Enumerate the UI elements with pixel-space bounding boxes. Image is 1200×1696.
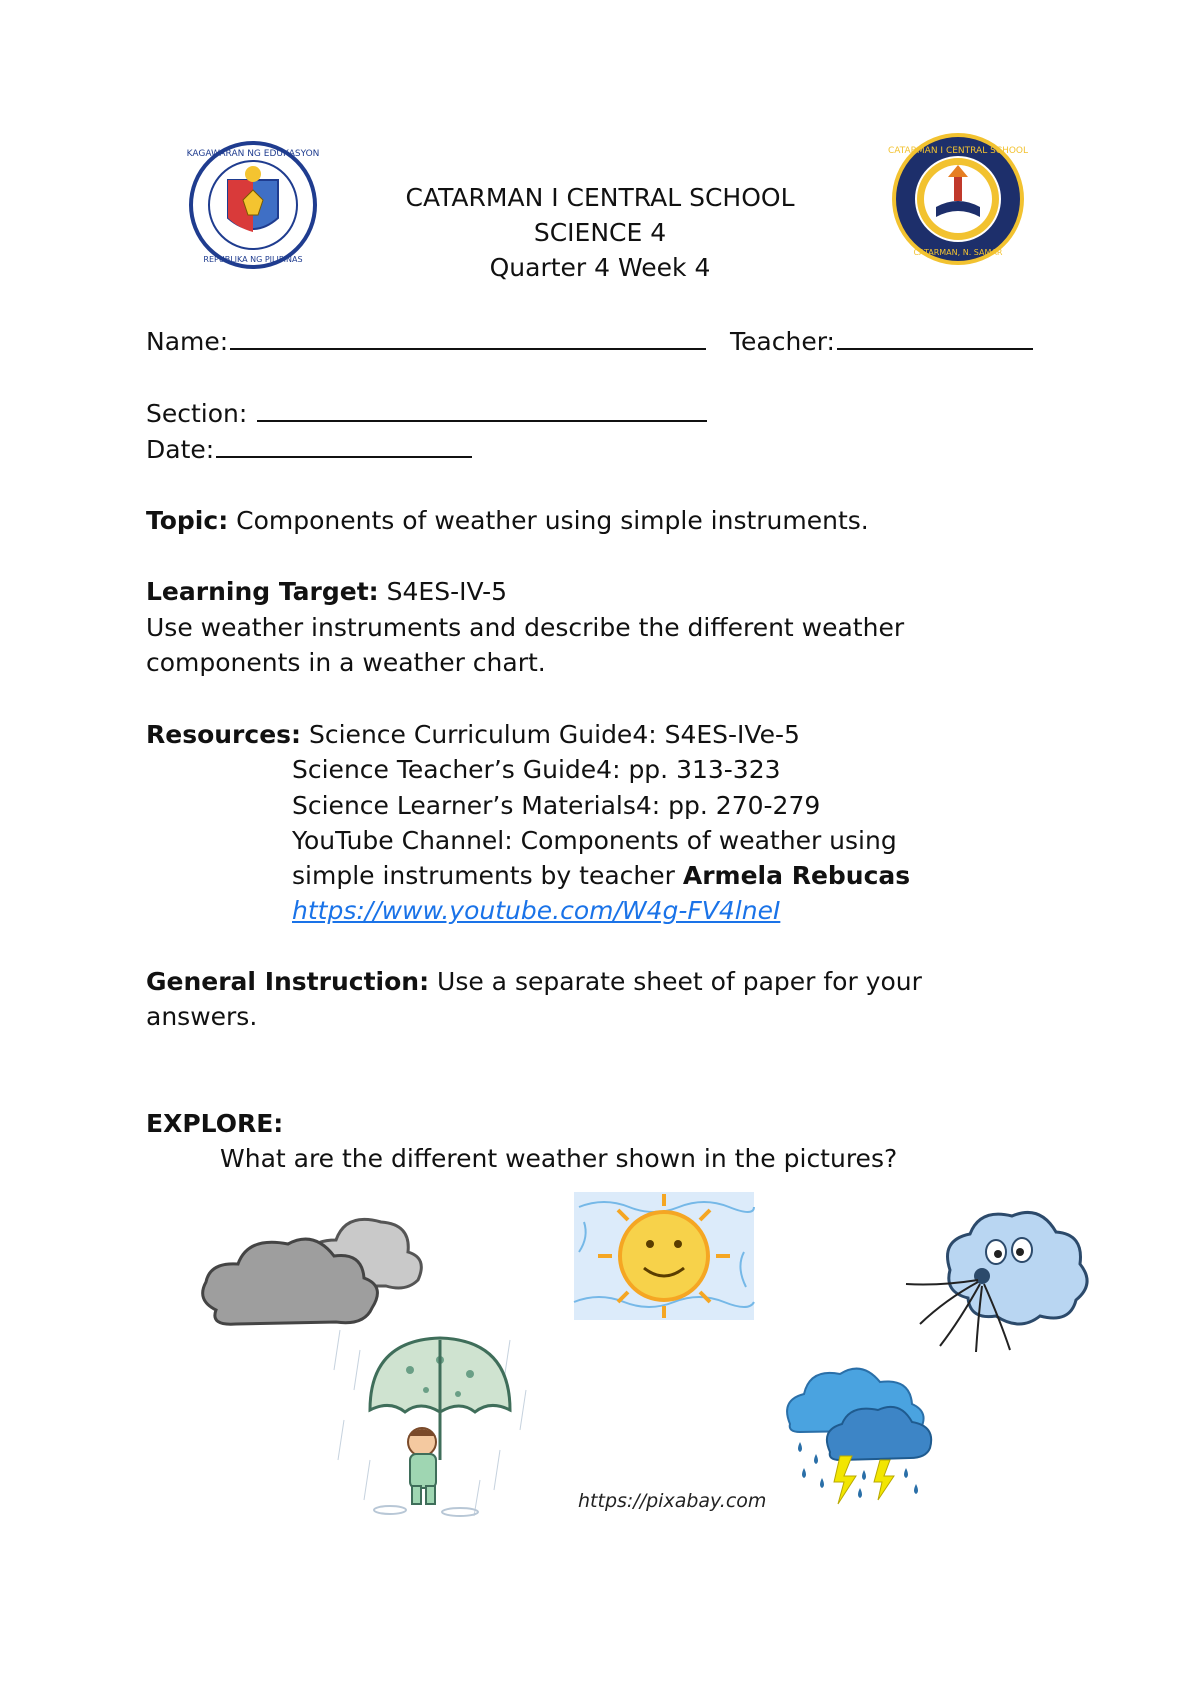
date-label: Date: bbox=[146, 435, 215, 464]
svg-text:REPUBLIKA NG PILIPINAS: REPUBLIKA NG PILIPINAS bbox=[203, 255, 303, 264]
resource-item: Science Teacher’s Guide4: pp. 313-323 bbox=[292, 755, 781, 784]
topic-label: Topic: bbox=[146, 506, 229, 535]
resource-item: Science Curriculum Guide4: S4ES-IVe-5 bbox=[309, 720, 800, 749]
teacher-field bbox=[730, 322, 1033, 360]
explore-heading bbox=[146, 1106, 283, 1142]
date-field bbox=[146, 430, 472, 468]
windy-picture bbox=[900, 1200, 1100, 1360]
resource-item: YouTube Channel: Components of weather using bbox=[292, 826, 897, 855]
deped-seal-logo bbox=[188, 140, 318, 270]
storm-cloud-icon bbox=[787, 1369, 931, 1460]
resource-youtube-prefix: simple instruments by teacher bbox=[292, 861, 683, 890]
stormy-picture bbox=[780, 1360, 940, 1510]
name-label: Name: bbox=[146, 327, 229, 356]
teacher-blank[interactable] bbox=[837, 322, 1033, 350]
svg-text:CATARMAN I CENTRAL SCHOOL: CATARMAN I CENTRAL SCHOOL bbox=[887, 146, 1029, 156]
resources-label: Resources: bbox=[146, 720, 302, 749]
topic-line bbox=[146, 503, 869, 539]
image-credit: https://pixabay.com bbox=[578, 1490, 767, 1512]
learning-target-line bbox=[146, 574, 507, 610]
teacher-label: Teacher: bbox=[730, 327, 835, 356]
learning-target-desc-1: Use weather instruments and describe the different weather bbox=[146, 613, 905, 642]
topic-text: Components of weather using simple instruments. bbox=[236, 506, 869, 535]
general-instruction-text-2: answers. bbox=[146, 1002, 258, 1031]
general-instruction-text: Use a separate sheet of paper for your bbox=[437, 967, 922, 996]
section-field bbox=[146, 394, 707, 432]
learning-target-label: Learning Target: bbox=[146, 577, 379, 606]
general-instruction-label: General Instruction: bbox=[146, 967, 430, 996]
teacher-name: Armela Rebucas bbox=[682, 861, 911, 890]
explore-question: What are the different weather shown in the pictures? bbox=[220, 1144, 898, 1173]
section-blank[interactable] bbox=[257, 394, 707, 422]
resources-line bbox=[146, 717, 800, 753]
general-instruction-line bbox=[146, 964, 922, 1000]
learning-target-desc-2: components in a weather chart. bbox=[146, 648, 546, 677]
section-label: Section: bbox=[146, 399, 248, 428]
resource-youtube-line2 bbox=[292, 858, 910, 894]
explore-label: EXPLORE: bbox=[146, 1109, 284, 1138]
quarter-week: Quarter 4 Week 4 bbox=[489, 253, 711, 282]
name-blank[interactable] bbox=[230, 322, 706, 350]
date-blank[interactable] bbox=[216, 430, 472, 458]
name-field bbox=[146, 322, 706, 360]
windy-cloud-icon bbox=[948, 1212, 1088, 1324]
school-name: CATARMAN I CENTRAL SCHOOL bbox=[405, 183, 795, 212]
umbrella-icon bbox=[370, 1338, 510, 1460]
youtube-link-line bbox=[292, 893, 780, 929]
cloudy-picture bbox=[196, 1200, 436, 1340]
subject-title: SCIENCE 4 bbox=[533, 218, 667, 247]
svg-text:KAGAWARAN NG EDUKASYON: KAGAWARAN NG EDUKASYON bbox=[186, 149, 320, 159]
resource-item: Science Learner’s Materials4: pp. 270-279 bbox=[292, 791, 821, 820]
sunny-picture bbox=[574, 1192, 754, 1320]
svg-text:CATARMAN, N. SAMAR: CATARMAN, N. SAMAR bbox=[913, 248, 1003, 257]
learning-target-code: S4ES-IV-5 bbox=[386, 577, 508, 606]
child-icon bbox=[408, 1428, 436, 1504]
youtube-link[interactable]: https://www.youtube.com/W4g-FV4lneI bbox=[292, 896, 781, 925]
rainy-picture bbox=[330, 1330, 536, 1520]
school-seal-logo bbox=[887, 133, 1029, 265]
